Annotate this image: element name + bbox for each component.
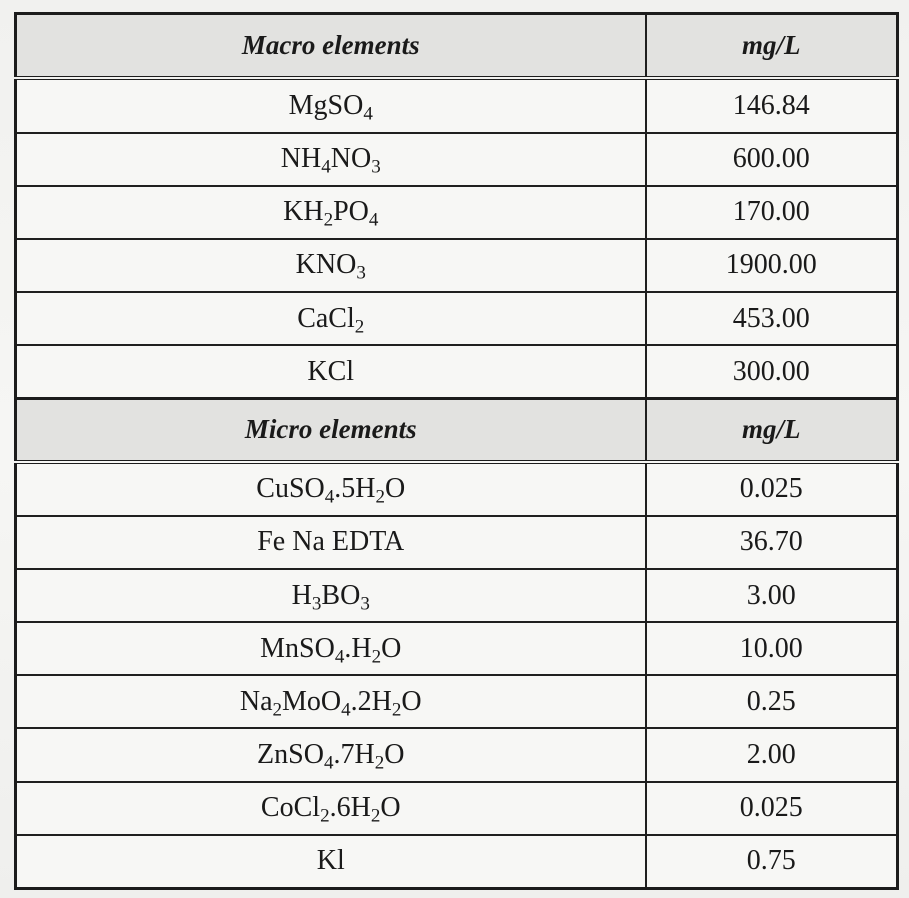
compound-cell: Fe Na EDTA [16, 516, 646, 569]
concentration-cell: 3.00 [646, 569, 898, 622]
compound-cell: MgSO$_4$ [16, 78, 646, 132]
section-heading: Micro elements [16, 399, 646, 462]
compound-cell: $H_3BO_3$ [16, 569, 646, 622]
concentration-cell: 0.025 [646, 782, 898, 835]
table-row [16, 239, 898, 292]
compound-cell: KCl [16, 345, 646, 399]
table-row [16, 622, 898, 675]
compound-cell: $KH_2PO_4$ [16, 186, 646, 239]
concentration-cell: 0.75 [646, 835, 898, 889]
compound-cell: $ZnSO_4.7H_2O$ [16, 728, 646, 781]
concentration-cell: 36.70 [646, 516, 898, 569]
table-row [16, 569, 898, 622]
concentration-cell: 2.00 [646, 728, 898, 781]
table-row [16, 462, 898, 516]
compound-cell: $KNO_3$ [16, 239, 646, 292]
compound-cell: $CuSO_4.5H_2O$ [16, 462, 646, 516]
unit-heading: mg/L [646, 399, 898, 462]
compound-cell: $CoCl_2.6H_2O$ [16, 782, 646, 835]
unit-heading: mg/L [646, 14, 898, 79]
table-row [16, 835, 898, 889]
table-row [16, 186, 898, 239]
table-row [16, 345, 898, 399]
compound-cell: $Na_2MoO_4.2H_2O$ [16, 675, 646, 728]
compound-cell: Kl [16, 835, 646, 889]
table-row [16, 516, 898, 569]
table-row [16, 782, 898, 835]
concentration-cell: 600.00 [646, 133, 898, 186]
concentration-cell: 10.00 [646, 622, 898, 675]
table-row [16, 133, 898, 186]
section-header-row [16, 14, 898, 79]
concentration-cell: 0.025 [646, 462, 898, 516]
table-row [16, 78, 898, 132]
table-row [16, 675, 898, 728]
concentration-cell: 146.84 [646, 78, 898, 132]
concentration-cell: 1900.00 [646, 239, 898, 292]
table-row [16, 728, 898, 781]
section-heading: Macro elements [16, 14, 646, 79]
table-row [16, 292, 898, 345]
compound-cell: $NH_4NO_3$ [16, 133, 646, 186]
compound-cell: CaCl$_2$ [16, 292, 646, 345]
concentration-cell: 453.00 [646, 292, 898, 345]
compound-cell: $MnSO_4.H_2O$ [16, 622, 646, 675]
section-header-row [16, 399, 898, 462]
concentration-cell: 170.00 [646, 186, 898, 239]
concentration-cell: 300.00 [646, 345, 898, 399]
media-composition-table [14, 12, 899, 890]
concentration-cell: 0.25 [646, 675, 898, 728]
